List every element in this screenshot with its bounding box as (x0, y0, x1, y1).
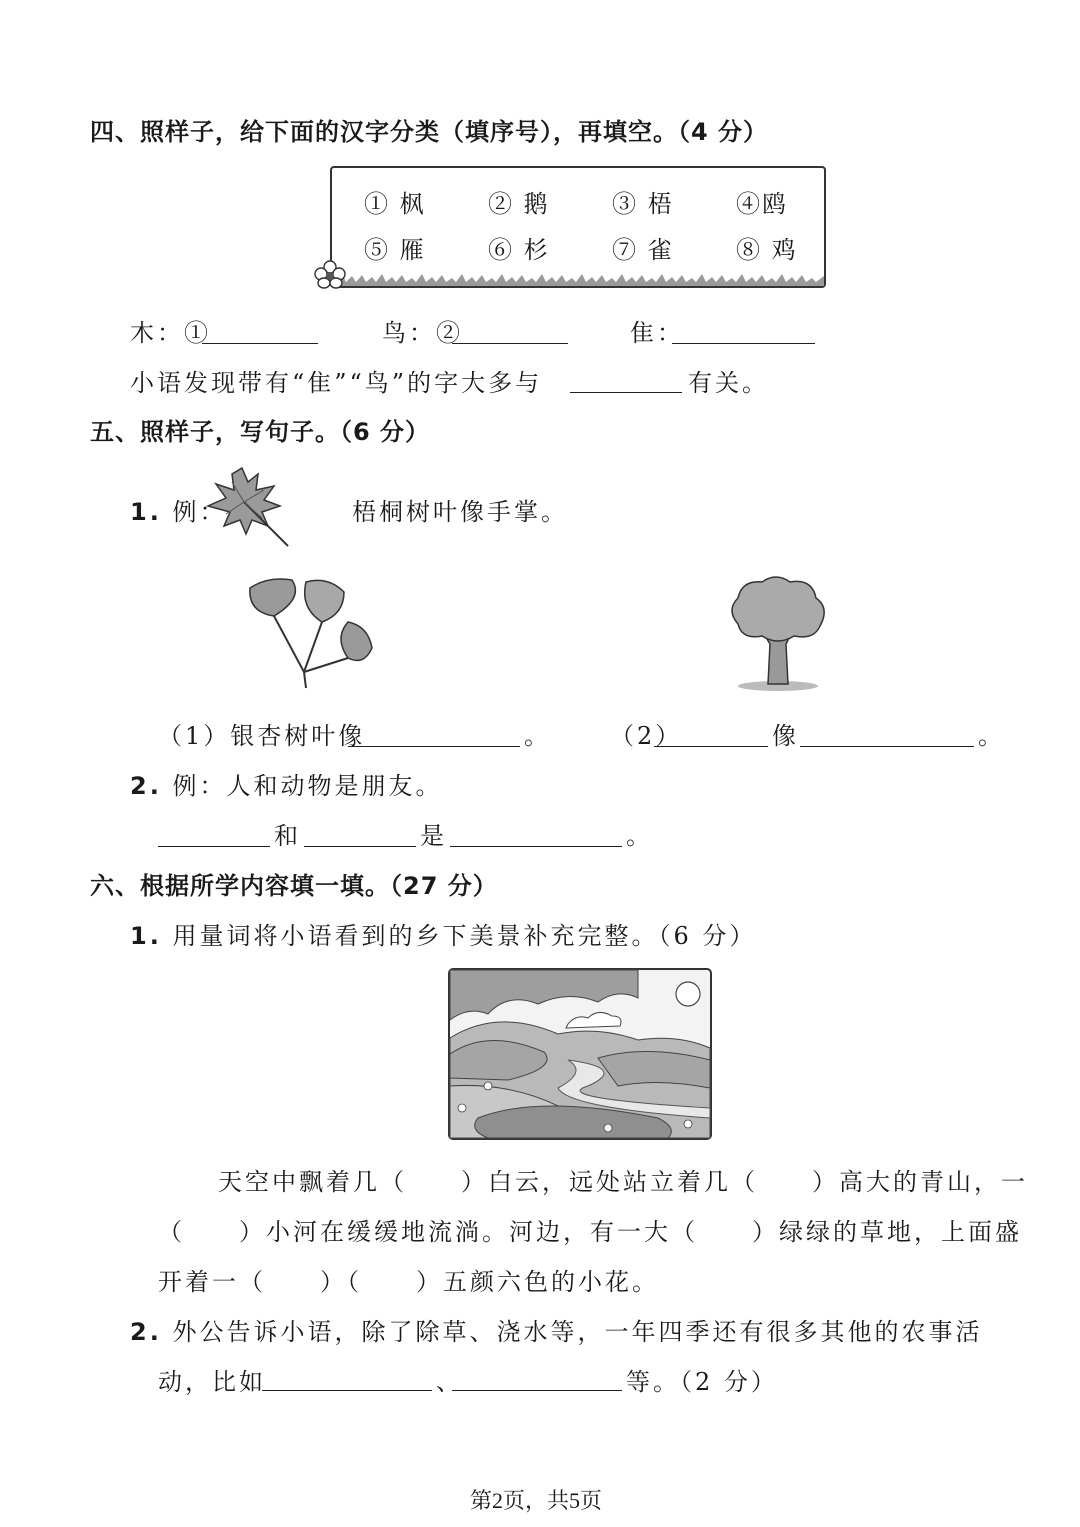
q2-shi: 是 (420, 822, 447, 850)
q1-sub1-end: 。 (524, 722, 551, 750)
character-box (330, 166, 826, 288)
char-item: ⑦ 雀 (612, 236, 674, 264)
category-zhui-label: 隹： (630, 319, 684, 347)
q2-end: 。 (626, 822, 653, 850)
q1-sub2-xiang: 像 (772, 722, 799, 750)
page-number-footer: 第2页，共5页 (470, 1488, 603, 1513)
answer-blank-comparison[interactable] (800, 746, 974, 747)
q2-he: 和 (274, 822, 301, 850)
answer-blank-farm-1[interactable] (262, 1390, 432, 1391)
s6-q1-text: 1. 用量词将小语看到的乡下美景补充完整。（6 分） (130, 922, 757, 950)
answer-blank-mu[interactable] (202, 343, 318, 344)
char-item: ① 枫 (364, 190, 426, 218)
answer-blank-niao[interactable] (452, 343, 568, 344)
tree-icon (724, 574, 832, 692)
answer-blank-zhui[interactable] (672, 343, 815, 344)
sentence-b: 有关。 (688, 369, 769, 397)
ginkgo-leaf-icon (244, 572, 374, 694)
answer-blank-subject[interactable] (654, 746, 768, 747)
char-item: ④鸥 (736, 190, 788, 218)
q1-sub2-end: 。 (978, 722, 1005, 750)
category-niao-label: 鸟：② (382, 319, 463, 347)
char-item: ⑧ 鸡 (736, 236, 798, 264)
answer-blank-ginkgo[interactable] (348, 746, 520, 747)
s6-q2-line2-end: 等。（2 分） (626, 1368, 778, 1396)
answer-blank-farm-2[interactable] (452, 1390, 622, 1391)
section5-heading: 五、照样子，写句子。（6 分） (90, 418, 431, 446)
char-item: ② 鹅 (488, 190, 550, 218)
flower-icon (313, 260, 347, 290)
section4-heading: 四、照样子，给下面的汉字分类（填序号），再填空。（4 分） (90, 118, 769, 146)
countryside-scene-image (448, 968, 712, 1140)
paragraph-line-2: （ ）小河在缓缓地流淌。河边，有一大（ ）绿绿的草地，上面盛 (158, 1218, 1022, 1246)
q1-sub1-label: （1）银杏树叶像 (158, 722, 366, 750)
s6-q2-separator: 、 (436, 1368, 463, 1396)
char-item: ⑤ 雁 (364, 236, 426, 264)
maple-leaf-icon (202, 462, 294, 550)
grass-border-decoration (332, 270, 824, 286)
sentence-a: 小语发现带有“隹”“鸟”的字大多与 (130, 369, 543, 397)
char-item: ⑥ 杉 (488, 236, 550, 264)
answer-blank-q2-a[interactable] (158, 846, 270, 847)
answer-blank-q2-c[interactable] (450, 846, 622, 847)
answer-blank-q2-b[interactable] (304, 846, 416, 847)
s6-q2-line1: 2. 外公告诉小语，除了除草、浇水等，一年四季还有很多其他的农事活 (130, 1318, 983, 1346)
s6-q2-line2-start: 动，比如 (158, 1368, 266, 1396)
answer-blank-relation[interactable] (570, 392, 682, 393)
section6-heading: 六、根据所学内容填一填。（27 分） (90, 872, 498, 900)
q1-sub2-label: （2） (610, 722, 683, 750)
paragraph-line-1: 天空中飘着几（ ）白云，远处站立着几（ ）高大的青山，一 (218, 1168, 1028, 1196)
paragraph-line-3: 开着一（ ）（ ）五颜六色的小花。 (158, 1268, 659, 1296)
char-item: ③ 梧 (612, 190, 674, 218)
q2-example: 2. 例：人和动物是朋友。 (130, 772, 443, 800)
category-mu-label: 木：① (130, 319, 211, 347)
q1-example-sentence: 梧桐树叶像手掌。 (352, 498, 568, 526)
q1-example-label: 1. 例： (130, 498, 227, 526)
